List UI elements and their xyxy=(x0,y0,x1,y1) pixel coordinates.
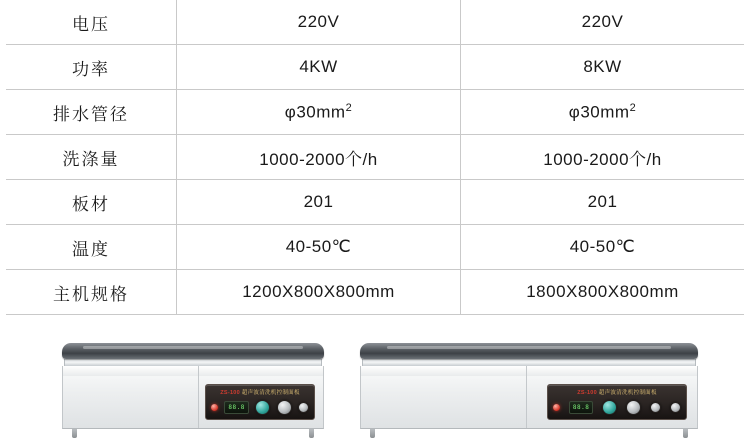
control-panel xyxy=(205,384,315,420)
digital-readout: 88.8 xyxy=(569,401,593,414)
spec-value-model-2 xyxy=(461,90,745,135)
timer-knob[interactable] xyxy=(602,400,617,415)
control-panel-text: 超声波清洗机控制面板 xyxy=(241,390,300,396)
spec-value-model-1 xyxy=(177,90,461,135)
table-row xyxy=(6,0,744,45)
spec-value-superscript: 2 xyxy=(345,101,353,114)
spec-value-superscript: 2 xyxy=(629,101,637,114)
digital-readout: 88.8 xyxy=(224,401,248,414)
machine-leg-left xyxy=(370,429,375,438)
mode-knob[interactable] xyxy=(650,402,661,413)
table-row xyxy=(6,270,744,315)
machine-leg-right xyxy=(683,429,688,438)
specifications-table xyxy=(6,0,744,315)
machine-lid-rim xyxy=(362,359,696,366)
control-panel-text: 超声波清洗机控制面板 xyxy=(598,390,657,396)
product-images-section xyxy=(0,343,750,438)
machine-legs xyxy=(360,429,698,438)
mode-knob[interactable] xyxy=(298,402,309,413)
spec-label: 电压 xyxy=(6,0,177,45)
machine-lid-rim xyxy=(64,359,322,366)
spec-label: 排水管径 xyxy=(6,90,177,135)
spec-value-model-1: 1200X800X800mm xyxy=(177,270,461,315)
machine-body-seam xyxy=(526,366,527,428)
spec-value-text: φ30mm xyxy=(568,102,630,122)
table-row xyxy=(6,225,744,270)
power-indicator-led xyxy=(211,404,218,411)
table-row xyxy=(6,135,744,180)
control-panel-controls xyxy=(211,400,309,415)
control-panel-title xyxy=(210,387,309,395)
spec-value-model-1: 4KW xyxy=(177,45,461,90)
machine-body xyxy=(62,366,324,429)
spec-label: 洗涤量 xyxy=(6,135,177,180)
machine-lid xyxy=(360,343,698,359)
machine-body-seam xyxy=(198,366,199,428)
power-knob[interactable] xyxy=(277,400,292,415)
timer-knob[interactable] xyxy=(255,400,270,415)
power-knob[interactable] xyxy=(626,400,641,415)
spec-value-model-1: 201 xyxy=(177,180,461,225)
spec-value-model-2: 220V xyxy=(461,0,745,45)
power-indicator-led xyxy=(553,404,560,411)
control-panel-controls xyxy=(553,400,681,415)
control-panel-model: ZS-100 xyxy=(577,390,597,396)
spec-value-model-2: 1800X800X800mm xyxy=(461,270,745,315)
spec-label: 温度 xyxy=(6,225,177,270)
control-panel-title xyxy=(554,387,681,395)
machine-lid xyxy=(62,343,324,359)
spec-value-model-2: 8KW xyxy=(461,45,745,90)
spec-label: 板材 xyxy=(6,180,177,225)
spec-label: 功率 xyxy=(6,45,177,90)
spec-label: 主机规格 xyxy=(6,270,177,315)
machine-legs xyxy=(62,429,324,438)
spec-value-model-2: 1000-2000个/h xyxy=(461,135,745,180)
spec-value-model-2: 40-50℃ xyxy=(461,225,745,270)
heat-knob[interactable] xyxy=(670,402,681,413)
spec-value-text: φ30mm xyxy=(284,102,346,122)
control-panel xyxy=(547,384,687,420)
spec-value-model-1: 40-50℃ xyxy=(177,225,461,270)
spec-value-model-1: 220V xyxy=(177,0,461,45)
table-row xyxy=(6,45,744,90)
machine-leg-right xyxy=(309,429,314,438)
control-panel-model: ZS-100 xyxy=(220,390,240,396)
table-row xyxy=(6,90,744,135)
spec-value-model-2: 201 xyxy=(461,180,745,225)
table-row xyxy=(6,180,744,225)
spec-value-model-1: 1000-2000个/h xyxy=(177,135,461,180)
product-image-small-cleaner xyxy=(62,343,324,438)
machine-body xyxy=(360,366,698,429)
product-image-large-cleaner xyxy=(360,343,698,438)
machine-leg-left xyxy=(72,429,77,438)
spec-table-body xyxy=(6,0,744,315)
